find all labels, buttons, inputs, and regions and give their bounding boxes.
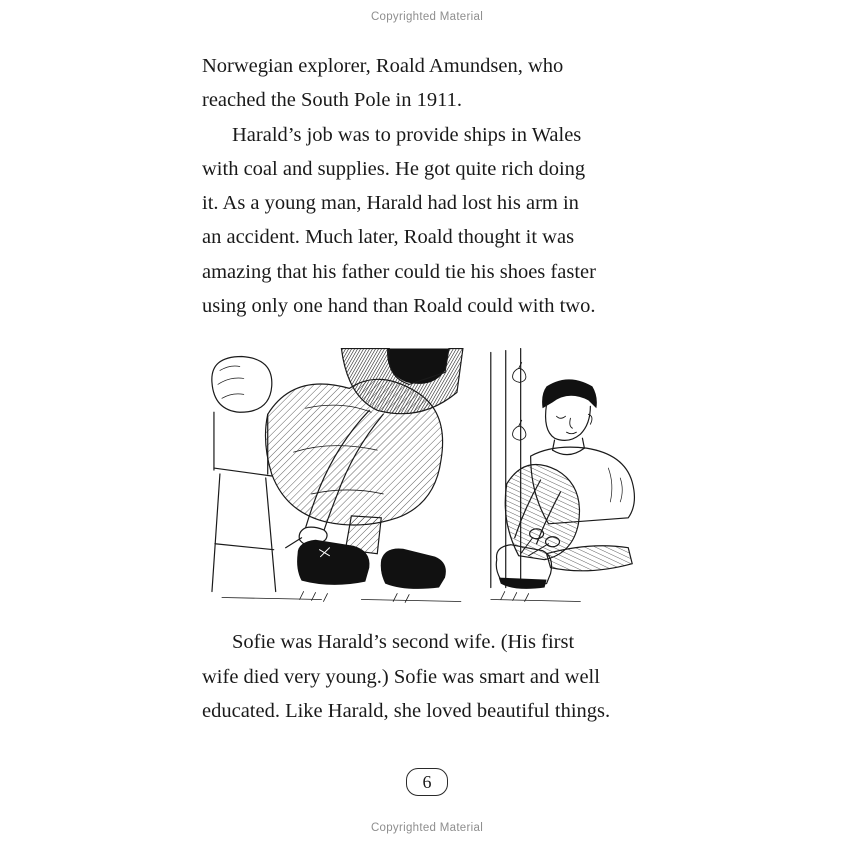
page-number-badge — [406, 768, 448, 796]
copyright-top-label: Copyrighted Material — [370, 11, 484, 23]
text-line: with coal and supplies. He got quite rich doing — [202, 157, 586, 180]
copyright-bottom-label: Copyrighted Material — [370, 822, 484, 834]
paragraph — [202, 118, 674, 324]
text-line: Harald’s job was to provide ships in Wales — [232, 123, 582, 146]
text-line: it. As a young man, Harald had lost his arm in — [202, 192, 579, 215]
text-line: reached the South Pole in 1911. — [202, 89, 462, 112]
text-line: an accident. Much later, Roald thought it was — [202, 226, 575, 249]
paragraph — [202, 49, 674, 118]
shoe-tying-illustration — [202, 348, 680, 610]
floor-lines — [222, 592, 580, 603]
chair — [212, 357, 276, 592]
paragraph — [202, 625, 674, 728]
page-number: 6 — [422, 771, 432, 792]
text-line: educated. Like Harald, she loved beautiful things. — [202, 699, 611, 722]
text-line: Sofie was Harald’s second wife. (His first — [232, 631, 575, 654]
boy-figure — [496, 380, 634, 589]
text-line: Norwegian explorer, Roald Amundsen, who — [202, 55, 564, 77]
man-figure — [265, 349, 462, 589]
text-line: using only one hand than Roald could with two. — [202, 295, 596, 318]
body-text — [202, 49, 674, 728]
text-line: amazing that his father could tie his shoes faster — [202, 260, 596, 283]
text-line: wife died very young.) Sofie was smart and well — [202, 665, 600, 688]
